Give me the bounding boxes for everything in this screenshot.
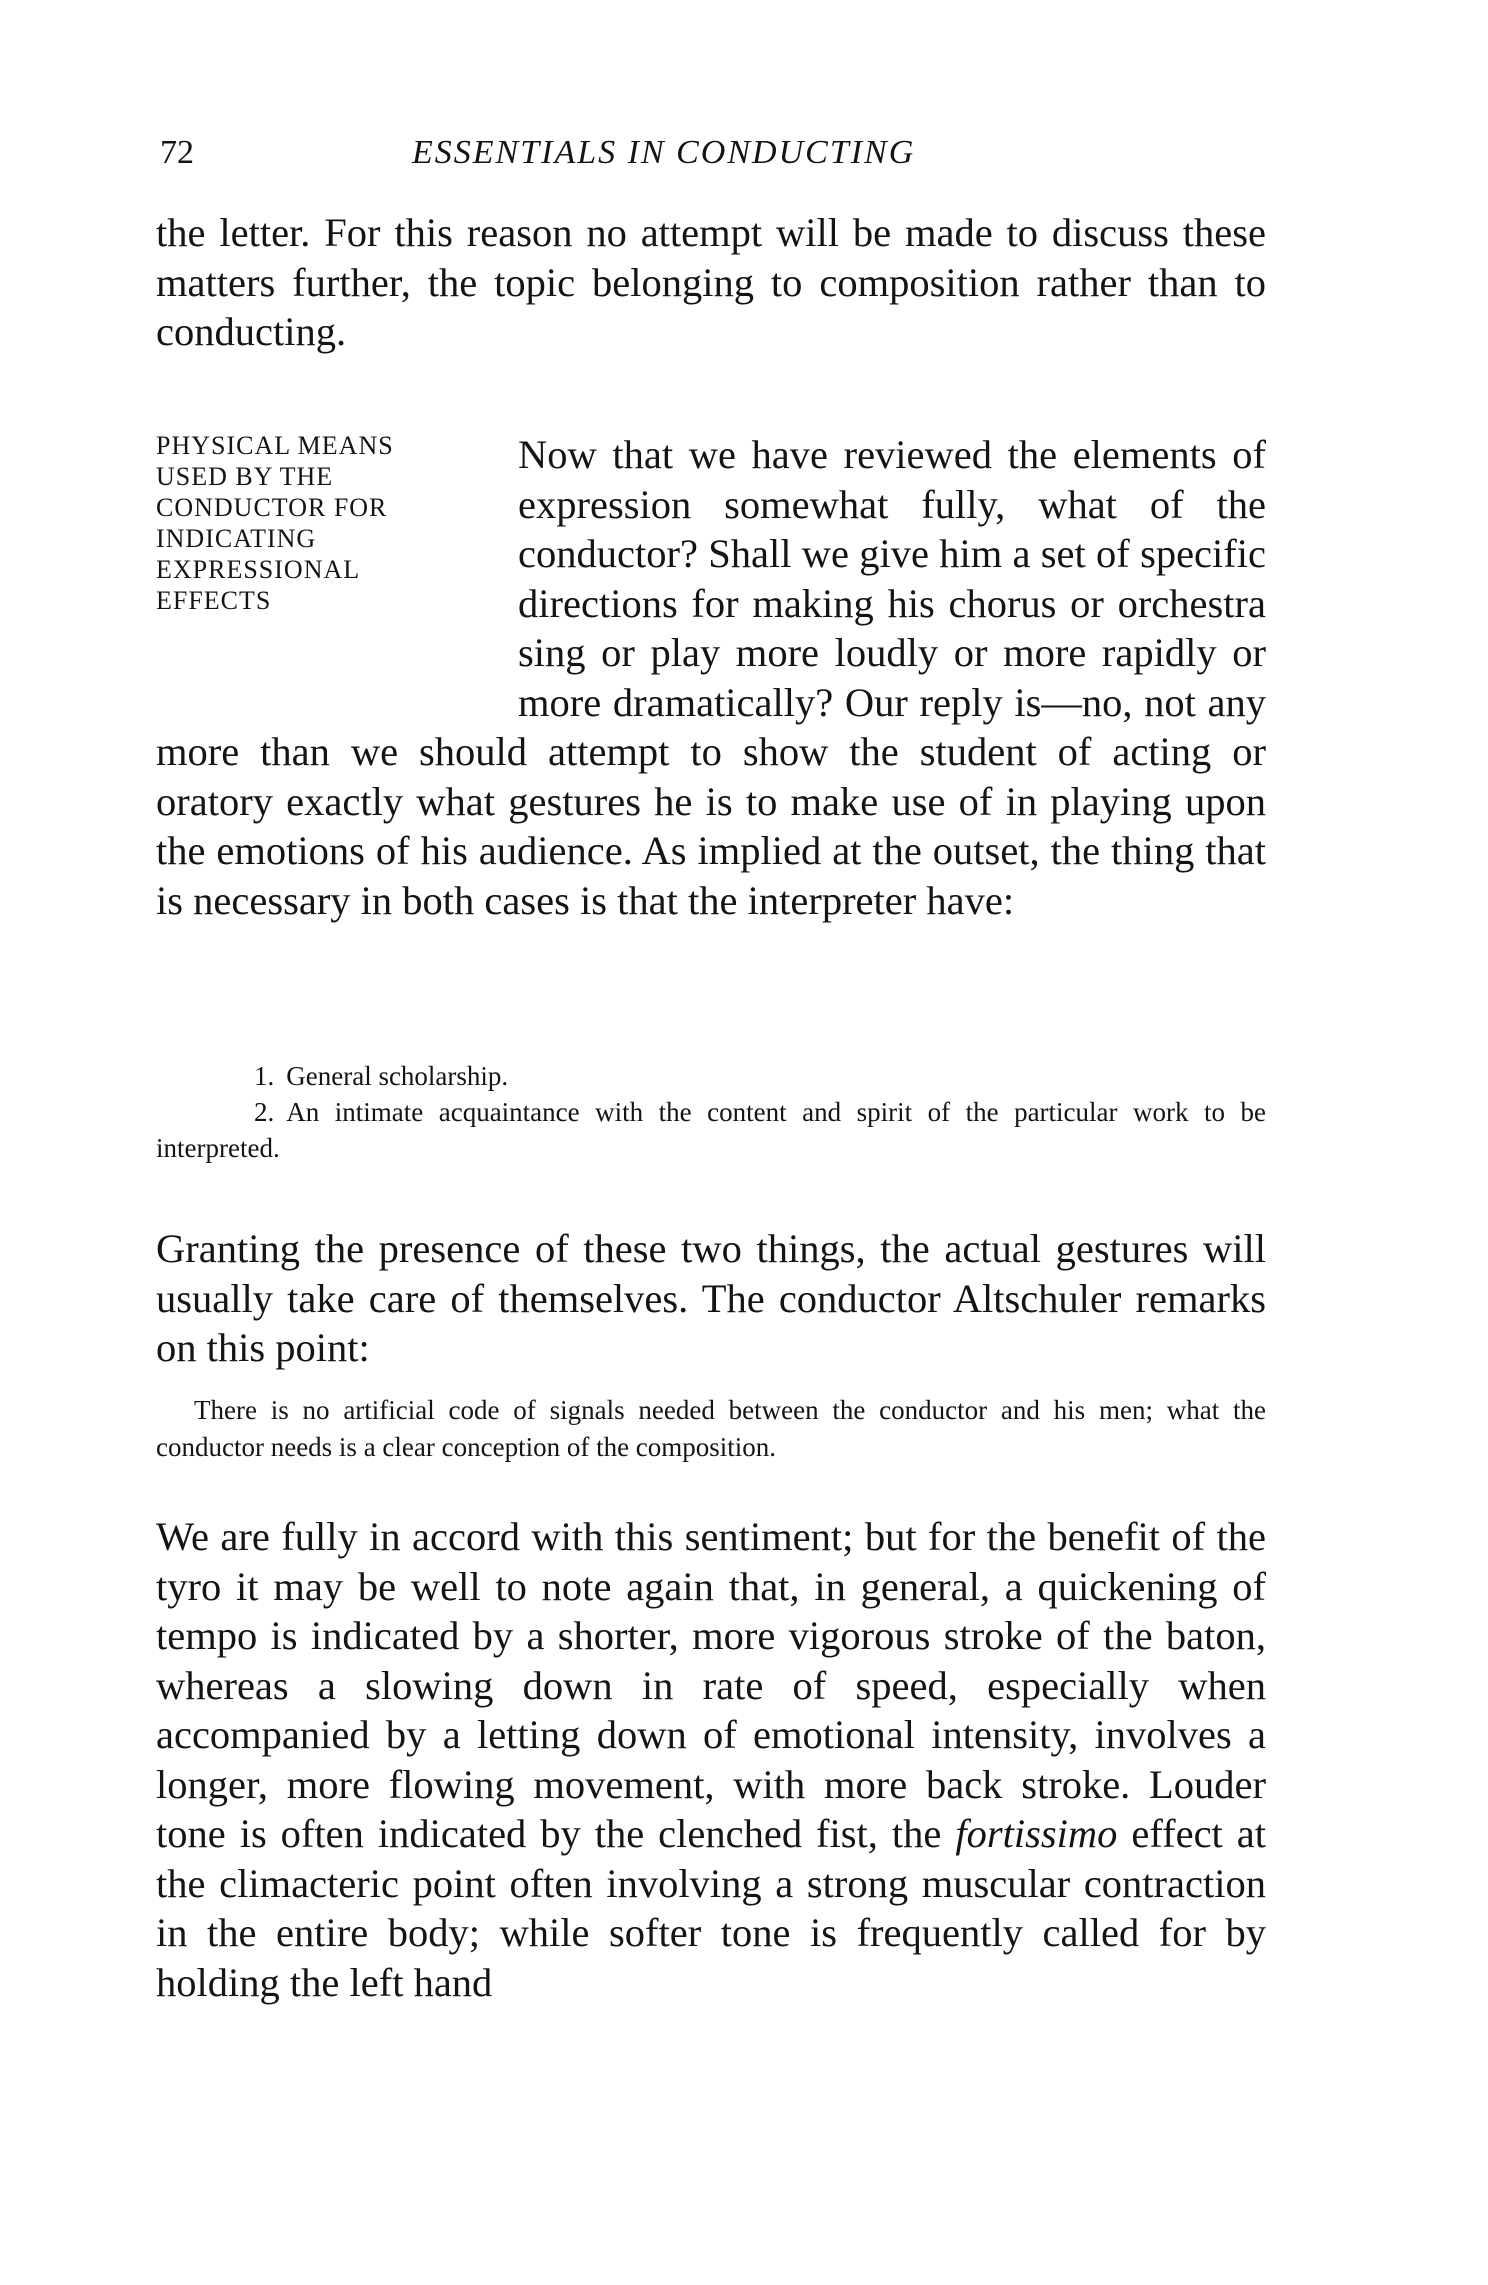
side-heading-line: EXPRESSIONAL	[156, 555, 361, 584]
section-body	[156, 430, 1266, 925]
side-heading-line: CONDUCTOR FOR	[156, 493, 388, 522]
side-heading-line: USED BY THE	[156, 462, 334, 491]
closing-paragraph	[156, 1512, 1266, 2007]
block-quote: There is no artificial code of signals needed between the conductor and his men; what the conductor needs is a clear conception of the composition.	[156, 1395, 1266, 1462]
italic-term: fortissimo	[955, 1811, 1118, 1856]
page-number: 72	[160, 134, 194, 171]
granting-paragraph: Granting the presence of these two things, the actual gestures will usually take care of themselves. The conductor Altschuler remarks on this point:	[156, 1226, 1266, 1370]
side-heading-space	[156, 430, 518, 720]
list-item-number: 1.	[254, 1061, 275, 1091]
side-heading-line: PHYSICAL MEANS	[156, 431, 394, 460]
side-heading-line: INDICATING	[156, 524, 317, 553]
requirements-list	[156, 1058, 1266, 1166]
intro-paragraph: the letter. For this reason no attempt will be made to discuss these matters further, the topic belonging to composition rather than to conducting.	[156, 210, 1266, 354]
section-paragraph: Now that we have reviewed the elements of expression somewhat fully, what of the conductor? Shall we give him a set of specific directions for making his chorus or orchestra sing or play more loudly or more rapidly or more dramatically? Our reply is—no, not any more than we should attempt to show the student of acting or oratory exactly what gestures he is to make use of in playing upon the emotions of his audience. As implied at the outset, the thing that is necessary in both cases is that the interpreter have:	[156, 432, 1266, 923]
list-item-text: An intimate acquaintance with the content and spirit of the particular work to be interpreted.	[156, 1097, 1266, 1163]
list-item-number: 2.	[254, 1097, 275, 1127]
list-item	[156, 1094, 1266, 1166]
running-title: ESSENTIALS IN CONDUCTING	[412, 134, 916, 171]
list-item-text: General scholarship.	[286, 1061, 509, 1091]
side-heading-line: EFFECTS	[156, 586, 272, 615]
running-head	[160, 128, 1280, 178]
closing-text-start: We are fully in accord with this sentiment; but for the benefit of the tyro it may be well to note again that, in general, a quickening of tempo is indicated by a shorter, more vigorous stroke of the baton, whereas a slowing down in rate of speed, especially when accompanied by a letting down of emotional intensity, involves a longer, more flowing movement, with more back stroke. Louder tone is often indicated by the clenched fist, the	[156, 1514, 1266, 1856]
list-item	[156, 1058, 1266, 1094]
closing-text-end: effect at the climacteric point often involving a strong muscular contraction in the entire body; while softer tone is frequently called for by holding the left hand	[156, 1811, 1266, 2005]
